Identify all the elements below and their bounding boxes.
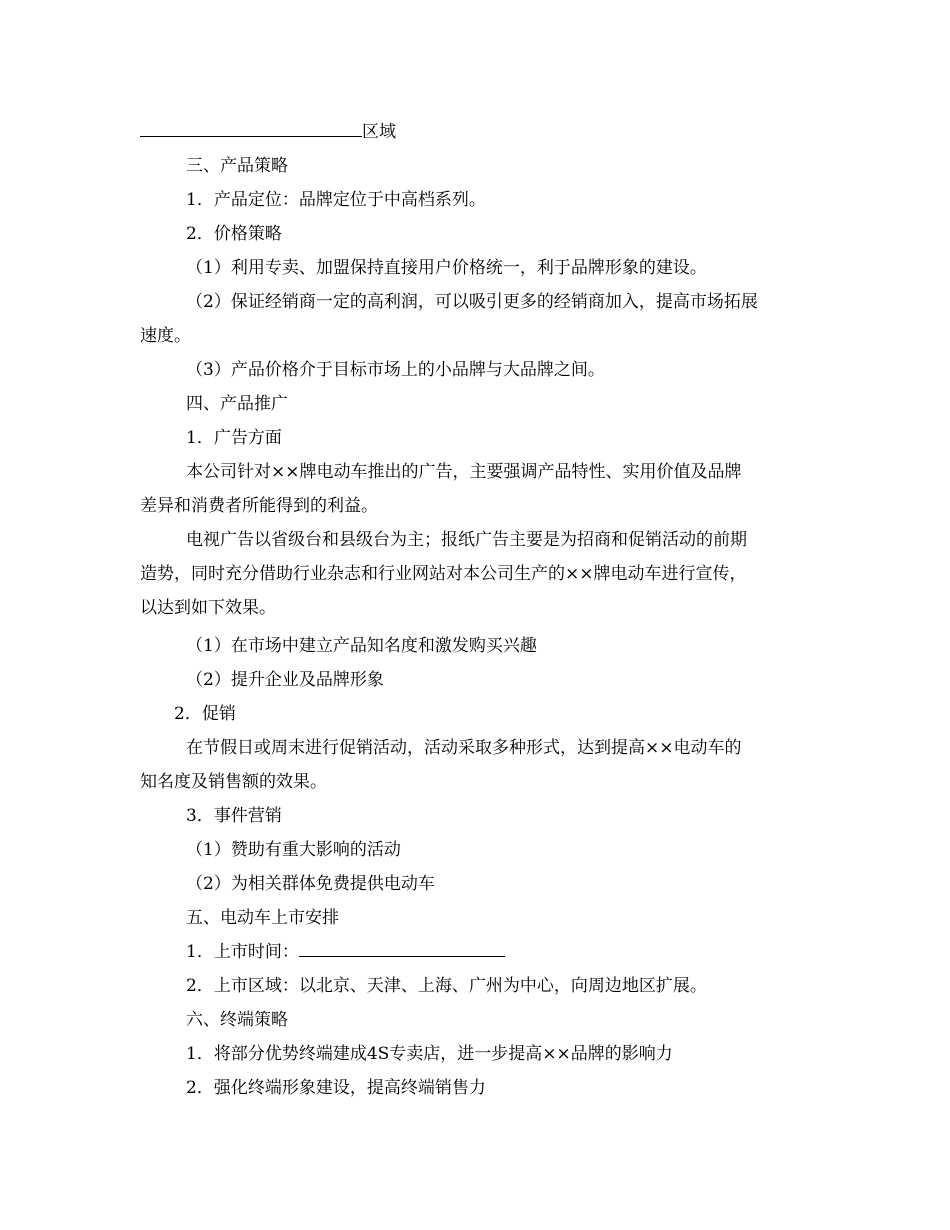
- paragraph-line: 在节假日或周末进行促销活动，活动采取多种形式，达到提高××电动车的: [186, 738, 742, 758]
- paragraph-line: 1．产品定位：品牌定位于中高档系列。: [186, 190, 486, 210]
- list-item: 1．将部分优势终端建成4S专卖店，进一步提高××品牌的影响力: [186, 1044, 673, 1064]
- paragraph-line: 本公司针对××牌电动车推出的广告，主要强调产品特性、实用价值及品牌: [186, 462, 742, 482]
- paragraph-line: 造势，同时充分借助行业杂志和行业网站对本公司生产的××牌电动车进行宣传，: [140, 564, 747, 584]
- list-item: （1）在市场中建立产品知名度和激发购买兴趣: [186, 636, 537, 656]
- launch-time-label: 1．上市时间：: [186, 942, 299, 962]
- section-heading: 三、产品策略: [186, 156, 288, 176]
- section-heading: 四、产品推广: [186, 394, 288, 414]
- list-item: （1）赞助有重大影响的活动: [186, 840, 401, 860]
- subsection-heading: 1．广告方面: [186, 428, 282, 448]
- subsection-heading: 3．事件营销: [186, 806, 282, 826]
- list-item: 2．强化终端形象建设，提高终端销售力: [186, 1078, 486, 1098]
- region-line: [140, 122, 396, 142]
- list-item: （1）利用专卖、加盟保持直接用户价格统一，利于品牌形象的建设。: [186, 258, 707, 278]
- paragraph-line: 2．上市区域：以北京、天津、上海、广州为中心，向周边地区扩展。: [186, 976, 707, 996]
- paragraph-line: 电视广告以省级台和县级台为主；报纸广告主要是为招商和促销活动的前期: [186, 530, 747, 550]
- blank-underline: [140, 122, 362, 137]
- launch-time-line: [186, 942, 505, 962]
- list-item: （2）保证经销商一定的高利润，可以吸引更多的经销商加入，提高市场拓展: [186, 292, 758, 312]
- paragraph-line: 差异和消费者所能得到的利益。: [140, 496, 378, 516]
- list-item: （2）提升企业及品牌形象: [186, 670, 384, 690]
- blank-underline: [299, 942, 505, 957]
- paragraph-line: 知名度及销售额的效果。: [140, 772, 327, 792]
- list-item: （2）为相关群体免费提供电动车: [186, 874, 435, 894]
- section-heading: 五、电动车上市安排: [186, 908, 339, 928]
- section-heading: 六、终端策略: [186, 1010, 288, 1030]
- subsection-heading: 2．价格策略: [186, 224, 282, 244]
- subsection-heading: 2．促销: [174, 704, 236, 724]
- paragraph-line: 以达到如下效果。: [140, 598, 276, 618]
- region-label: 区域: [362, 122, 396, 142]
- list-item: （3）产品价格介于目标市场上的小品牌与大品牌之间。: [186, 360, 605, 380]
- paragraph-line: 速度。: [140, 326, 191, 346]
